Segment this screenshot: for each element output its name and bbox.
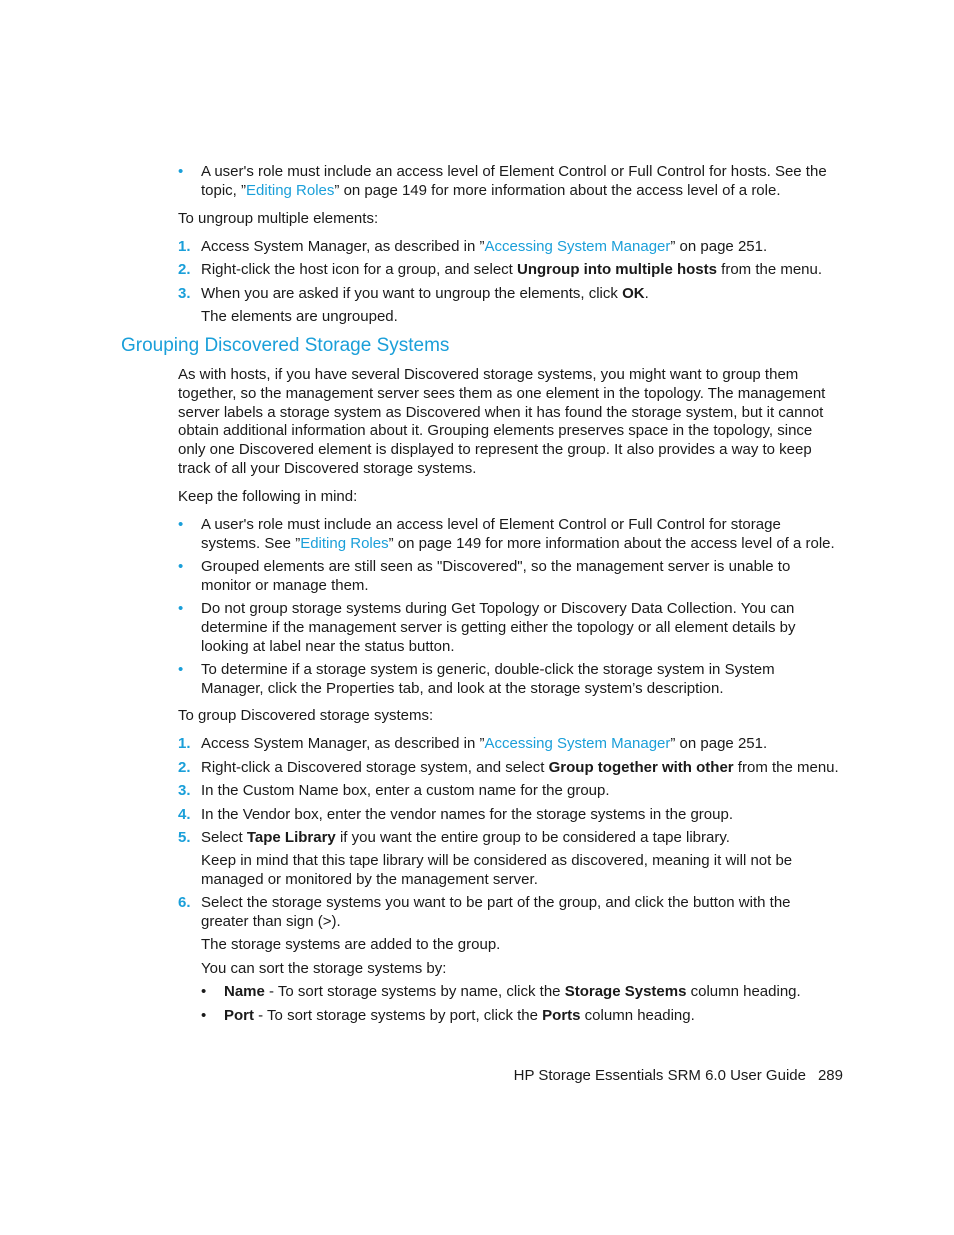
step-text: ” on page 251. xyxy=(670,735,768,752)
step-text: . xyxy=(644,285,649,302)
sort-item-name xyxy=(201,983,844,1002)
step-text: Access System Manager, as described in ” xyxy=(201,735,485,752)
step-number: 3. xyxy=(178,782,191,799)
step-text: Select the storage systems you want to be part of the group, and click the button with the greater than sign (>). xyxy=(201,894,791,930)
group-step-6 xyxy=(178,894,841,932)
group-step-5 xyxy=(178,829,841,848)
bullet-text: ” on page 149 for more information about the access level of a role. xyxy=(334,181,781,199)
group-step-2 xyxy=(178,759,841,778)
sort-bold: Port xyxy=(224,1007,254,1024)
section-heading: Grouping Discovered Storage Systems xyxy=(121,335,450,356)
bullet-text: ” on page 149 for more information about the access level of a role. xyxy=(388,534,835,552)
page-number: 289 xyxy=(817,1067,843,1084)
group-step-3 xyxy=(178,782,841,801)
ungroup-step-3 xyxy=(178,285,841,304)
sort-text: - To sort storage systems by port, click the xyxy=(254,1007,543,1024)
bullet-editing-roles-hosts xyxy=(178,163,841,201)
bullet-text: To determine if a storage system is generic, double-click the storage system in System Manager, click the Properties tab, and look at the storage system’s description. xyxy=(201,661,775,697)
step-text: from the menu. xyxy=(733,759,839,776)
bullet-marker: • xyxy=(201,983,207,1000)
step-text: ” on page 251. xyxy=(670,238,768,255)
link-accessing-system-manager[interactable]: Accessing System Manager xyxy=(484,238,671,255)
bullet-marker: • xyxy=(178,516,184,533)
bullet-do-not-group xyxy=(178,600,811,656)
step-bold: Tape Library xyxy=(246,829,336,846)
section-body: As with hosts, if you have several Discovered storage systems, you might want to group them together, so the management server sees them as one element in the topology. The management server labels a storage system as Discovered when it has found the storage system, but it cannot obtain additional information about it. Grouping elements preserves space in the topology, since only one Discovered element is displayed to represent the group. It also provides a way to keep track of all your Discovered storage systems. xyxy=(178,366,826,477)
step-number: 2. xyxy=(178,261,191,278)
ungroup-step-1 xyxy=(178,238,841,257)
sort-item-port xyxy=(201,1007,844,1026)
step-text: In the Custom Name box, enter a custom name for the group. xyxy=(201,782,610,799)
sort-text: column heading. xyxy=(686,983,801,1000)
link-editing-roles[interactable]: Editing Roles xyxy=(246,181,335,199)
step-text: Right-click a Discovered storage system, and select xyxy=(201,759,549,776)
group-step-1 xyxy=(178,735,841,754)
step-number: 1. xyxy=(178,735,191,752)
bullet-text: Do not group storage systems during Get Topology or Discovery Data Collection. You can determine if the management server is getting either the topology or all element details by looking at label near the status button. xyxy=(201,600,796,655)
link-editing-roles[interactable]: Editing Roles xyxy=(300,534,389,552)
step-number: 6. xyxy=(178,894,191,911)
step-number: 3. xyxy=(178,285,191,302)
step-number: 5. xyxy=(178,829,191,846)
step-text: Select xyxy=(201,829,247,846)
sort-intro: You can sort the storage systems by: xyxy=(201,960,447,977)
step-number: 4. xyxy=(178,806,191,823)
step-6-result: The storage systems are added to the group. xyxy=(201,936,501,953)
step-text: if you want the entire group to be considered a tape library. xyxy=(335,829,730,846)
ungroup-step-2 xyxy=(178,261,841,280)
step-text: from the menu. xyxy=(716,261,823,278)
step-text: Right-click the host icon for a group, and select xyxy=(201,261,517,278)
step-5-note: Keep in mind that this tape library will be considered as discovered, meaning it will not be managed or monitored by the management server. xyxy=(201,852,793,888)
group-step-4 xyxy=(178,806,841,825)
group-intro: To group Discovered storage systems: xyxy=(178,707,434,724)
sort-bold: Storage Systems xyxy=(564,983,687,1000)
bullet-marker: • xyxy=(178,661,184,678)
bullet-marker: • xyxy=(178,600,184,617)
step-text: In the Vendor box, enter the vendor names for the storage systems in the group. xyxy=(201,806,733,823)
page-footer xyxy=(514,1067,843,1084)
step-bold: Ungroup into multiple hosts xyxy=(517,261,717,278)
link-accessing-system-manager[interactable]: Accessing System Manager xyxy=(484,735,671,752)
step-text: When you are asked if you want to ungroup the elements, click xyxy=(201,285,623,302)
footer-title: HP Storage Essentials SRM 6.0 User Guide xyxy=(513,1067,806,1084)
bullet-marker: • xyxy=(178,163,184,180)
step-bold: OK xyxy=(622,285,645,302)
sort-text: column heading. xyxy=(580,1007,695,1024)
sort-bold: Name xyxy=(224,983,265,1000)
bullet-determine-generic xyxy=(178,661,841,699)
ungroup-intro: To ungroup multiple elements: xyxy=(178,210,379,227)
bullet-text: A user's role must include an access level of Element Control or Full Control for hosts. See the topic, ” xyxy=(201,163,827,199)
bullet-marker: • xyxy=(178,558,184,575)
bullet-text: A user's role must include an access level of Element Control or Full Control for storage systems. See ” xyxy=(201,516,781,552)
sort-text: - To sort storage systems by name, click the xyxy=(264,983,565,1000)
sort-bold: Ports xyxy=(542,1007,581,1024)
step-number: 2. xyxy=(178,759,191,776)
bullet-text: Grouped elements are still seen as "Discovered", so the management server is unable to monitor or manage them. xyxy=(201,558,791,594)
step-bold: Group together with other xyxy=(548,759,734,776)
ungroup-result: The elements are ungrouped. xyxy=(201,308,398,325)
bullet-grouped-elements xyxy=(178,558,841,596)
bullet-marker: • xyxy=(201,1007,207,1024)
keep-in-mind: Keep the following in mind: xyxy=(178,488,358,505)
step-text: Access System Manager, as described in ” xyxy=(201,238,485,255)
bullet-editing-roles-storage xyxy=(178,516,841,554)
step-number: 1. xyxy=(178,238,191,255)
